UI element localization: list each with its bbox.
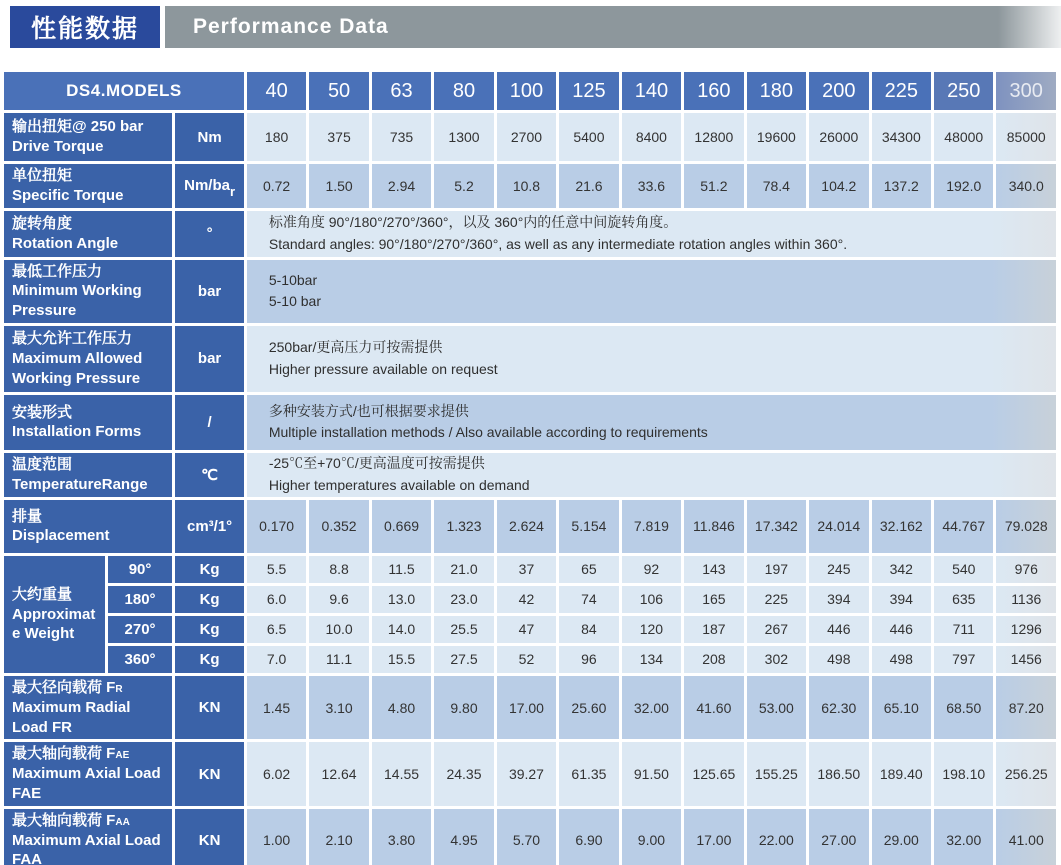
label-zh — [12, 811, 170, 831]
value-cell: 0.170 — [247, 500, 306, 553]
value-cell: 394 — [872, 586, 931, 613]
value-cell: 225 — [747, 586, 806, 613]
value-cell: 1456 — [996, 646, 1056, 673]
value-cell: 65 — [559, 556, 618, 583]
value-cell: 10.0 — [309, 616, 368, 643]
label-en: Displacement — [12, 527, 110, 545]
value-cell: 5.5 — [247, 556, 306, 583]
value-cell: 21.6 — [559, 164, 618, 208]
label-zh: 温度范围 — [12, 456, 73, 474]
text-zh: 250bar/更高压力可按需提供 — [268, 339, 443, 356]
model-header-cell: 200 — [809, 72, 868, 110]
text-en: Standard angles: 90°/180°/270°/360°, as well as any intermediate rotation angles within 360°. — [268, 235, 848, 252]
model-header-cell: 50 — [309, 72, 368, 110]
label-zh — [12, 744, 170, 764]
angle-cell: 360° — [108, 646, 173, 673]
unit-cell: / — [175, 395, 244, 450]
value-cell: 2.10 — [309, 809, 368, 865]
value-cell: 3.10 — [309, 676, 368, 739]
label-zh: 安装形式 — [12, 403, 73, 421]
value-cell: 12.64 — [309, 742, 368, 805]
value-cell: 342 — [872, 556, 931, 583]
value-cell: 134 — [622, 646, 681, 673]
model-header-cell: 180 — [747, 72, 806, 110]
value-cell: 33.6 — [622, 164, 681, 208]
value-cell: 267 — [747, 616, 806, 643]
value-cell: 8400 — [622, 113, 681, 161]
row-label — [4, 113, 172, 161]
value-cell: 8.8 — [309, 556, 368, 583]
row-rotation-angle — [4, 211, 1056, 257]
value-cell: 1300 — [434, 113, 493, 161]
row-min-pressure — [4, 260, 1056, 323]
value-cell: 120 — [622, 616, 681, 643]
value-cell: 245 — [809, 556, 868, 583]
title-en: Performance Data — [165, 6, 1061, 48]
value-cell: 540 — [934, 556, 993, 583]
label-en: Drive Torque — [12, 138, 104, 155]
label-en: Installation Forms — [12, 423, 142, 441]
value-cell: 1.323 — [434, 500, 493, 553]
value-cell: 143 — [684, 556, 743, 583]
performance-table — [1, 69, 1059, 865]
label-en: Approximate Weight — [12, 605, 96, 643]
value-cell: 78.4 — [747, 164, 806, 208]
unit-cell: bar — [175, 260, 244, 323]
row-label-weight — [4, 556, 105, 673]
value-cell: 91.50 — [622, 742, 681, 805]
value-cell: 1.50 — [309, 164, 368, 208]
value-cell: 34300 — [872, 113, 931, 161]
value-cell: 4.80 — [372, 676, 431, 739]
row-label — [4, 164, 172, 208]
label-en: Specific Torque — [12, 186, 124, 204]
label-zh-sub: AA — [115, 816, 130, 828]
angle-cell: 180° — [108, 586, 173, 613]
value-cell: 186.50 — [809, 742, 868, 805]
unit-cell: ℃ — [175, 453, 244, 497]
model-header-cell: 125 — [559, 72, 618, 110]
row-label — [4, 453, 172, 497]
value-cell: 17.342 — [747, 500, 806, 553]
value-cell: 5.2 — [434, 164, 493, 208]
value-cell: 180 — [247, 113, 306, 161]
page-header — [10, 6, 1061, 48]
value-cell: 23.0 — [434, 586, 493, 613]
row-label — [4, 395, 172, 450]
value-cell: 44.767 — [934, 500, 993, 553]
value-cell: 137.2 — [872, 164, 931, 208]
value-cell: 394 — [809, 586, 868, 613]
value-cell: 125.65 — [684, 742, 743, 805]
row-max-pressure — [4, 326, 1056, 392]
value-cell: 106 — [622, 586, 681, 613]
label-zh: 旋转角度 — [12, 214, 73, 232]
models-header: DS4.MODELS — [4, 72, 244, 110]
label-zh-main: 最大轴向载荷 F — [12, 811, 116, 829]
unit-cell: KN — [175, 809, 244, 865]
spanning-text-cell — [247, 326, 1056, 392]
value-cell: 11.5 — [372, 556, 431, 583]
model-header-cell: 63 — [372, 72, 431, 110]
value-cell: 208 — [684, 646, 743, 673]
value-cell: 6.0 — [247, 586, 306, 613]
value-cell: 498 — [872, 646, 931, 673]
value-cell: 96 — [559, 646, 618, 673]
label-zh: 单位扭矩 — [12, 167, 73, 184]
model-header-cell: 140 — [622, 72, 681, 110]
value-cell: 7.819 — [622, 500, 681, 553]
title-zh: 性能数据 — [10, 6, 160, 48]
row-max-radial-load-fr — [4, 676, 1056, 739]
value-cell: 92 — [622, 556, 681, 583]
value-cell: 4.95 — [434, 809, 493, 865]
unit-cell — [175, 164, 244, 208]
value-cell: 22.00 — [747, 809, 806, 865]
value-cell: 498 — [809, 646, 868, 673]
value-cell: 12800 — [684, 113, 743, 161]
model-header-cell: 80 — [434, 72, 493, 110]
value-cell: 198.10 — [934, 742, 993, 805]
value-cell: 155.25 — [747, 742, 806, 805]
value-cell: 735 — [372, 113, 431, 161]
spanning-text-cell — [247, 211, 1056, 257]
value-cell: 53.00 — [747, 676, 806, 739]
label-en: Maximum Radial Load FR — [12, 698, 131, 736]
value-cell: 1.45 — [247, 676, 306, 739]
value-cell: 6.5 — [247, 616, 306, 643]
value-cell: 2700 — [497, 113, 556, 161]
value-cell: 1.00 — [247, 809, 306, 865]
model-header-cell: 225 — [872, 72, 931, 110]
row-label — [4, 809, 172, 865]
value-cell: 1136 — [996, 586, 1056, 613]
row-max-axial-load-fae — [4, 742, 1056, 805]
text-zh: 标准角度 90°/180°/270°/360°，以及 360°内的任意中间旋转角度。 — [268, 213, 678, 230]
value-cell: 5.154 — [559, 500, 618, 553]
text-en: 5-10 bar — [268, 293, 322, 310]
value-cell: 9.80 — [434, 676, 493, 739]
value-cell: 84 — [559, 616, 618, 643]
value-cell: 32.00 — [934, 809, 993, 865]
row-installation — [4, 395, 1056, 450]
value-cell: 17.00 — [684, 809, 743, 865]
label-zh-main: 最大径向载荷 F — [12, 678, 116, 696]
text-en: Multiple installation methods / Also available according to requirements — [268, 424, 708, 441]
value-cell: 27.5 — [434, 646, 493, 673]
unit-cell: Kg — [175, 586, 244, 613]
unit-cell: Kg — [175, 556, 244, 583]
unit-cell: cm³/1° — [175, 500, 244, 553]
value-cell: 635 — [934, 586, 993, 613]
value-cell: 32.00 — [622, 676, 681, 739]
value-cell: 14.0 — [372, 616, 431, 643]
value-cell: 29.00 — [872, 809, 931, 865]
model-header-cell: 300 — [996, 72, 1056, 110]
value-cell: 41.00 — [996, 809, 1056, 865]
model-header-cell: 40 — [247, 72, 306, 110]
row-weight-180 — [4, 586, 1056, 613]
value-cell: 0.669 — [372, 500, 431, 553]
value-cell: 24.014 — [809, 500, 868, 553]
value-cell: 42 — [497, 586, 556, 613]
value-cell: 48000 — [934, 113, 993, 161]
label-zh-sub: R — [115, 683, 123, 695]
value-cell: 11.846 — [684, 500, 743, 553]
label-en: Maximum Axial Load FAE — [12, 765, 161, 802]
value-cell: 9.6 — [309, 586, 368, 613]
label-en: Maximum Axial Load FAA — [12, 831, 161, 865]
label-zh-main: 最大轴向载荷 F — [12, 745, 116, 763]
unit-cell: ° — [175, 211, 244, 257]
text-zh: -25℃至+70℃/更高温度可按需提供 — [268, 455, 485, 472]
text-en: Higher temperatures available on demand — [268, 476, 530, 493]
value-cell: 9.00 — [622, 809, 681, 865]
row-label — [4, 260, 172, 323]
value-cell: 87.20 — [996, 676, 1056, 739]
label-zh — [12, 678, 170, 698]
row-label — [4, 742, 172, 805]
value-cell: 14.55 — [372, 742, 431, 805]
row-label — [4, 500, 172, 553]
value-cell: 192.0 — [934, 164, 993, 208]
value-cell: 5400 — [559, 113, 618, 161]
unit-cell: KN — [175, 742, 244, 805]
value-cell: 711 — [934, 616, 993, 643]
value-cell: 61.35 — [559, 742, 618, 805]
value-cell: 189.40 — [872, 742, 931, 805]
spanning-text-cell — [247, 395, 1056, 450]
value-cell: 13.0 — [372, 586, 431, 613]
unit-cell: Kg — [175, 616, 244, 643]
value-cell: 39.27 — [497, 742, 556, 805]
value-cell: 0.72 — [247, 164, 306, 208]
model-header-cell: 100 — [497, 72, 556, 110]
label-zh-sub: AE — [115, 750, 130, 762]
unit-sub: r — [229, 184, 236, 200]
row-weight-360 — [4, 646, 1056, 673]
value-cell: 5.70 — [497, 809, 556, 865]
text-zh: 多种安装方式/也可根据要求提供 — [268, 402, 469, 419]
value-cell: 10.8 — [497, 164, 556, 208]
value-cell: 976 — [996, 556, 1056, 583]
text-en: Higher pressure available on request — [268, 360, 498, 377]
value-cell: 187 — [684, 616, 743, 643]
value-cell: 74 — [559, 586, 618, 613]
unit-cell: bar — [175, 326, 244, 392]
unit-cell: KN — [175, 676, 244, 739]
row-displacement — [4, 500, 1056, 553]
label-zh: 大约重量 — [12, 585, 73, 603]
label-zh: 最大允许工作压力 — [12, 330, 133, 348]
value-cell: 446 — [872, 616, 931, 643]
model-header-cell: 160 — [684, 72, 743, 110]
value-cell: 15.5 — [372, 646, 431, 673]
value-cell: 27.00 — [809, 809, 868, 865]
row-label — [4, 326, 172, 392]
label-en: Maximum Allowed Working Pressure — [12, 350, 143, 387]
label-en: Minimum Working Pressure — [12, 282, 142, 320]
value-cell: 62.30 — [809, 676, 868, 739]
value-cell: 25.5 — [434, 616, 493, 643]
label-en: TemperatureRange — [12, 475, 148, 493]
row-max-axial-load-faa — [4, 809, 1056, 865]
value-cell: 21.0 — [434, 556, 493, 583]
row-weight-90 — [4, 556, 1056, 583]
label-zh: 排量 — [12, 507, 43, 525]
spanning-text-cell — [247, 453, 1056, 497]
value-cell: 37 — [497, 556, 556, 583]
value-cell: 25.60 — [559, 676, 618, 739]
value-cell: 17.00 — [497, 676, 556, 739]
value-cell: 85000 — [996, 113, 1056, 161]
table-header-row — [4, 72, 1056, 110]
value-cell: 2.624 — [497, 500, 556, 553]
value-cell: 1296 — [996, 616, 1056, 643]
unit-cell: Kg — [175, 646, 244, 673]
value-cell: 6.02 — [247, 742, 306, 805]
angle-cell: 270° — [108, 616, 173, 643]
unit-cell: Nm — [175, 113, 244, 161]
label-en: Rotation Angle — [12, 234, 119, 252]
label-zh: 输出扭矩@ 250 bar — [12, 118, 144, 136]
value-cell: 7.0 — [247, 646, 306, 673]
value-cell: 47 — [497, 616, 556, 643]
value-cell: 302 — [747, 646, 806, 673]
value-cell: 2.94 — [372, 164, 431, 208]
value-cell: 26000 — [809, 113, 868, 161]
text-zh: 5-10bar — [268, 271, 318, 288]
value-cell: 65.10 — [872, 676, 931, 739]
value-cell: 51.2 — [684, 164, 743, 208]
value-cell: 165 — [684, 586, 743, 613]
angle-cell: 90° — [108, 556, 173, 583]
value-cell: 104.2 — [809, 164, 868, 208]
label-zh: 最低工作压力 — [12, 262, 103, 280]
row-temperature — [4, 453, 1056, 497]
value-cell: 52 — [497, 646, 556, 673]
value-cell: 19600 — [747, 113, 806, 161]
row-label — [4, 676, 172, 739]
value-cell: 797 — [934, 646, 993, 673]
value-cell: 24.35 — [434, 742, 493, 805]
value-cell: 256.25 — [996, 742, 1056, 805]
value-cell: 446 — [809, 616, 868, 643]
value-cell: 3.80 — [372, 809, 431, 865]
row-label — [4, 211, 172, 257]
unit-main: Nm/ba — [184, 177, 230, 195]
value-cell: 375 — [309, 113, 368, 161]
spanning-text-cell — [247, 260, 1056, 323]
value-cell: 79.028 — [996, 500, 1056, 553]
model-header-cell: 250 — [934, 72, 993, 110]
value-cell: 340.0 — [996, 164, 1056, 208]
value-cell: 41.60 — [684, 676, 743, 739]
value-cell: 197 — [747, 556, 806, 583]
value-cell: 68.50 — [934, 676, 993, 739]
value-cell: 32.162 — [872, 500, 931, 553]
value-cell: 6.90 — [559, 809, 618, 865]
row-specific-torque — [4, 164, 1056, 208]
value-cell: 0.352 — [309, 500, 368, 553]
row-drive-torque — [4, 113, 1056, 161]
value-cell: 11.1 — [309, 646, 368, 673]
row-weight-270 — [4, 616, 1056, 643]
